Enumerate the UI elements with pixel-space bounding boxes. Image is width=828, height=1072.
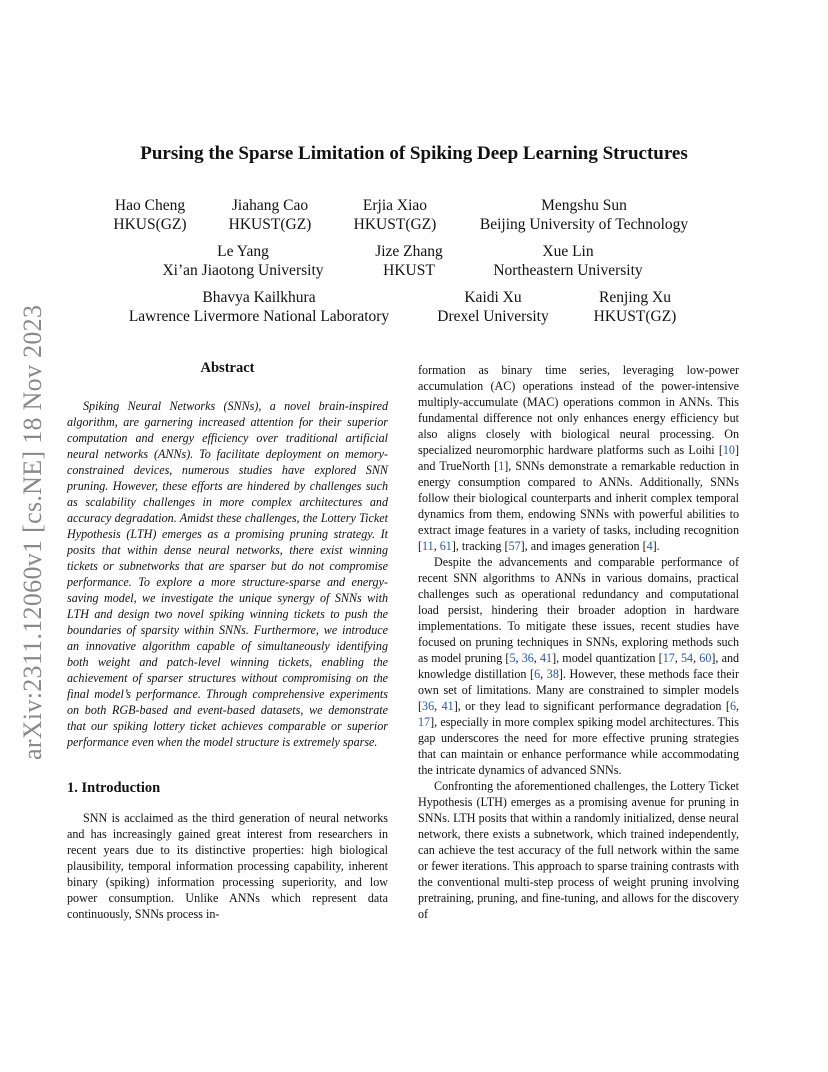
author-9 bbox=[437, 288, 548, 326]
citation-link[interactable]: 54 bbox=[680, 651, 694, 665]
author-affiliation: Northeastern University bbox=[493, 262, 643, 279]
author-2 bbox=[229, 196, 312, 234]
intro-paragraph-1: SNN is acclaimed as the third generation of neural networks and has increasingly gained great interest from researchers in recent years due to its distinctive properties: high biological plausibility, temporal information processing capability, inherent binary (spiking) information processing superiority, and low power consumption. Unlike ANNs which represent data continuously, SNNs process in- bbox=[67, 811, 388, 921]
author-affiliation: HKUST(GZ) bbox=[353, 216, 437, 233]
citation-link[interactable]: 6 bbox=[534, 667, 541, 681]
author-affiliation: Lawrence Livermore National Laboratory bbox=[128, 308, 390, 325]
paper-title: Pursing the Sparse Limitation of Spiking Deep Learning Structures bbox=[140, 143, 688, 164]
intro-paragraph-4: Confronting the aforementioned challenges, the Lottery Ticket Hypothesis (LTH) emerges as a promising avenue for pruning in SNNs. LTH posits that within a randomly initialized, dense neural network, there exists a subnetwork, which trained independently, can achieve the test accuracy of the full network within the same or fewer iterations. This approach to sparse training contrasts with the conventional multi-step process of weight pruning involving pretraining, pruning, and fine-tuning, and allows for the discovery of bbox=[418, 779, 739, 921]
author-affiliation: Beijing University of Technology bbox=[479, 216, 689, 233]
abstract-heading: Abstract bbox=[200, 360, 255, 376]
citation-link[interactable]: 36 bbox=[422, 699, 435, 713]
introduction-heading: 1. Introduction bbox=[67, 780, 161, 796]
author-affiliation: HKUST(GZ) bbox=[593, 308, 677, 325]
citation-link[interactable]: 61 bbox=[439, 539, 452, 553]
author-4 bbox=[480, 196, 688, 234]
intro-paragraph-3: Despite the advancements and comparable performance of recent SNN algorithms to ANNs in various domains, practical challenges such as operational redundancy and computational load persist, hindering their broader adoption in hardware implementations. To mitigate these issues, recent studies have focused on pruning techniques in SNNs, exploring methods such as model pruning [5, 36, 41], model quantization [17, 54, 60], and knowledge distillation [6, 38]. However, these methods face their own set of limitations. Many are constrained to simpler models [36, 41], or they lead to significant performance degradation [6, 17], especially in more complex spiking model architectures. This gap underscores the need for more effective pruning strategies that can maintain or enhance performance while accommodating the intricate dynamics of advanced SNNs. bbox=[418, 555, 740, 777]
author-name: Renjing Xu bbox=[599, 289, 671, 306]
citation-link[interactable]: 60 bbox=[699, 651, 712, 665]
author-affiliation: HKUST bbox=[383, 262, 435, 279]
author-affiliation: HKUST(GZ) bbox=[228, 216, 312, 233]
arxiv-identifier: arXiv:2311.12060v1 [cs.NE] 18 Nov 2023 bbox=[18, 304, 47, 760]
citation-link[interactable]: 4 bbox=[646, 539, 653, 553]
citation-link[interactable]: 17 bbox=[418, 715, 431, 729]
citation-link[interactable]: 6 bbox=[729, 699, 736, 713]
author-6 bbox=[375, 242, 443, 280]
citation-link[interactable]: 41 bbox=[540, 651, 553, 665]
author-name: Hao Cheng bbox=[114, 197, 186, 214]
citation-link[interactable]: 41 bbox=[441, 699, 454, 713]
citation-link[interactable]: 5 bbox=[509, 651, 516, 665]
author-5 bbox=[162, 242, 323, 280]
author-8 bbox=[129, 288, 389, 326]
author-affiliation: Xi’an Jiaotong University bbox=[162, 262, 324, 279]
author-name: Mengshu Sun bbox=[541, 197, 627, 214]
citation-link[interactable]: 36 bbox=[521, 651, 534, 665]
citation-link[interactable]: 1 bbox=[498, 459, 505, 473]
author-name: Erjia Xiao bbox=[362, 197, 428, 214]
author-7 bbox=[493, 242, 642, 280]
right-column bbox=[418, 362, 739, 922]
author-name: Jiahang Cao bbox=[231, 197, 309, 214]
author-name: Jize Zhang bbox=[375, 243, 443, 260]
intro-paragraph-2: formation as binary time series, leveraging low-power accumulation (AC) operations instead of the power-intensive multiply-accumulate (MAC) operations common in ANNs. This fundamental difference not only enhances energy efficiency but also aligns closely with biological neural processing. On specialized neuromorphic hardware platforms such as Loihi [10] and TrueNorth [1], SNNs demonstrate a remarkable reduction in energy consumption compared to ANNs. Additionally, SNNs follow their biological counterparts and inherit complex temporal dynamics from them, endowing SNNs with powerful abilities to extract image features in a variety of tasks, including recognition [11, 61], tracking [57], and images generation [4]. bbox=[418, 363, 740, 553]
author-affiliation: Drexel University bbox=[437, 308, 549, 325]
citation-link[interactable]: 57 bbox=[508, 539, 521, 553]
author-name: Le Yang bbox=[217, 243, 269, 260]
citation-link[interactable]: 38 bbox=[546, 667, 559, 681]
author-affiliation: HKUS(GZ) bbox=[113, 216, 187, 233]
left-column bbox=[67, 360, 388, 922]
author-10 bbox=[594, 288, 677, 326]
author-1 bbox=[113, 196, 186, 234]
citation-link[interactable]: 17 bbox=[662, 651, 675, 665]
abstract-body: Spiking Neural Networks (SNNs), a novel brain-inspired algorithm, are garnering increased attention for their superior computation and energy efficiency over traditional artificial neural networks (ANNs). To facilitate deployment on memory-constrained devices, numerous studies have explored SNN pruning. However, these efforts are hindered by challenges such as scalability challenges in more complex architectures and accuracy degradation. Amidst these challenges, the Lottery Ticket Hypothesis (LTH) emerges as a promising pruning strategy. It posits that within dense neural networks, there exist winning tickets or subnetworks that are sparser but do not compromise performance. To explore a more structure-sparse and energy-saving model, we investigate the unique synergy of SNNs with LTH and design two novel spiking winning tickets to push the boundaries of sparsity within SNNs. Furthermore, we introduce an innovative algorithm capable of simultaneously identifying both weight and patch-level winning tickets, enabling the achievement of sparser structures without compromising on the final model’s performance. Through comprehensive experiments on both RGB-based and event-based datasets, we demonstrate that our spiking lottery ticket achieves comparable or superior performance even when the model structure is extremely sparse. bbox=[67, 399, 388, 749]
citation-link[interactable]: 11 bbox=[422, 539, 434, 553]
citation-link[interactable]: 10 bbox=[722, 443, 735, 457]
author-name: Kaidi Xu bbox=[464, 289, 522, 306]
author-name: Xue Lin bbox=[542, 243, 594, 260]
author-name: Bhavya Kailkhura bbox=[202, 289, 316, 306]
author-3 bbox=[354, 196, 437, 234]
